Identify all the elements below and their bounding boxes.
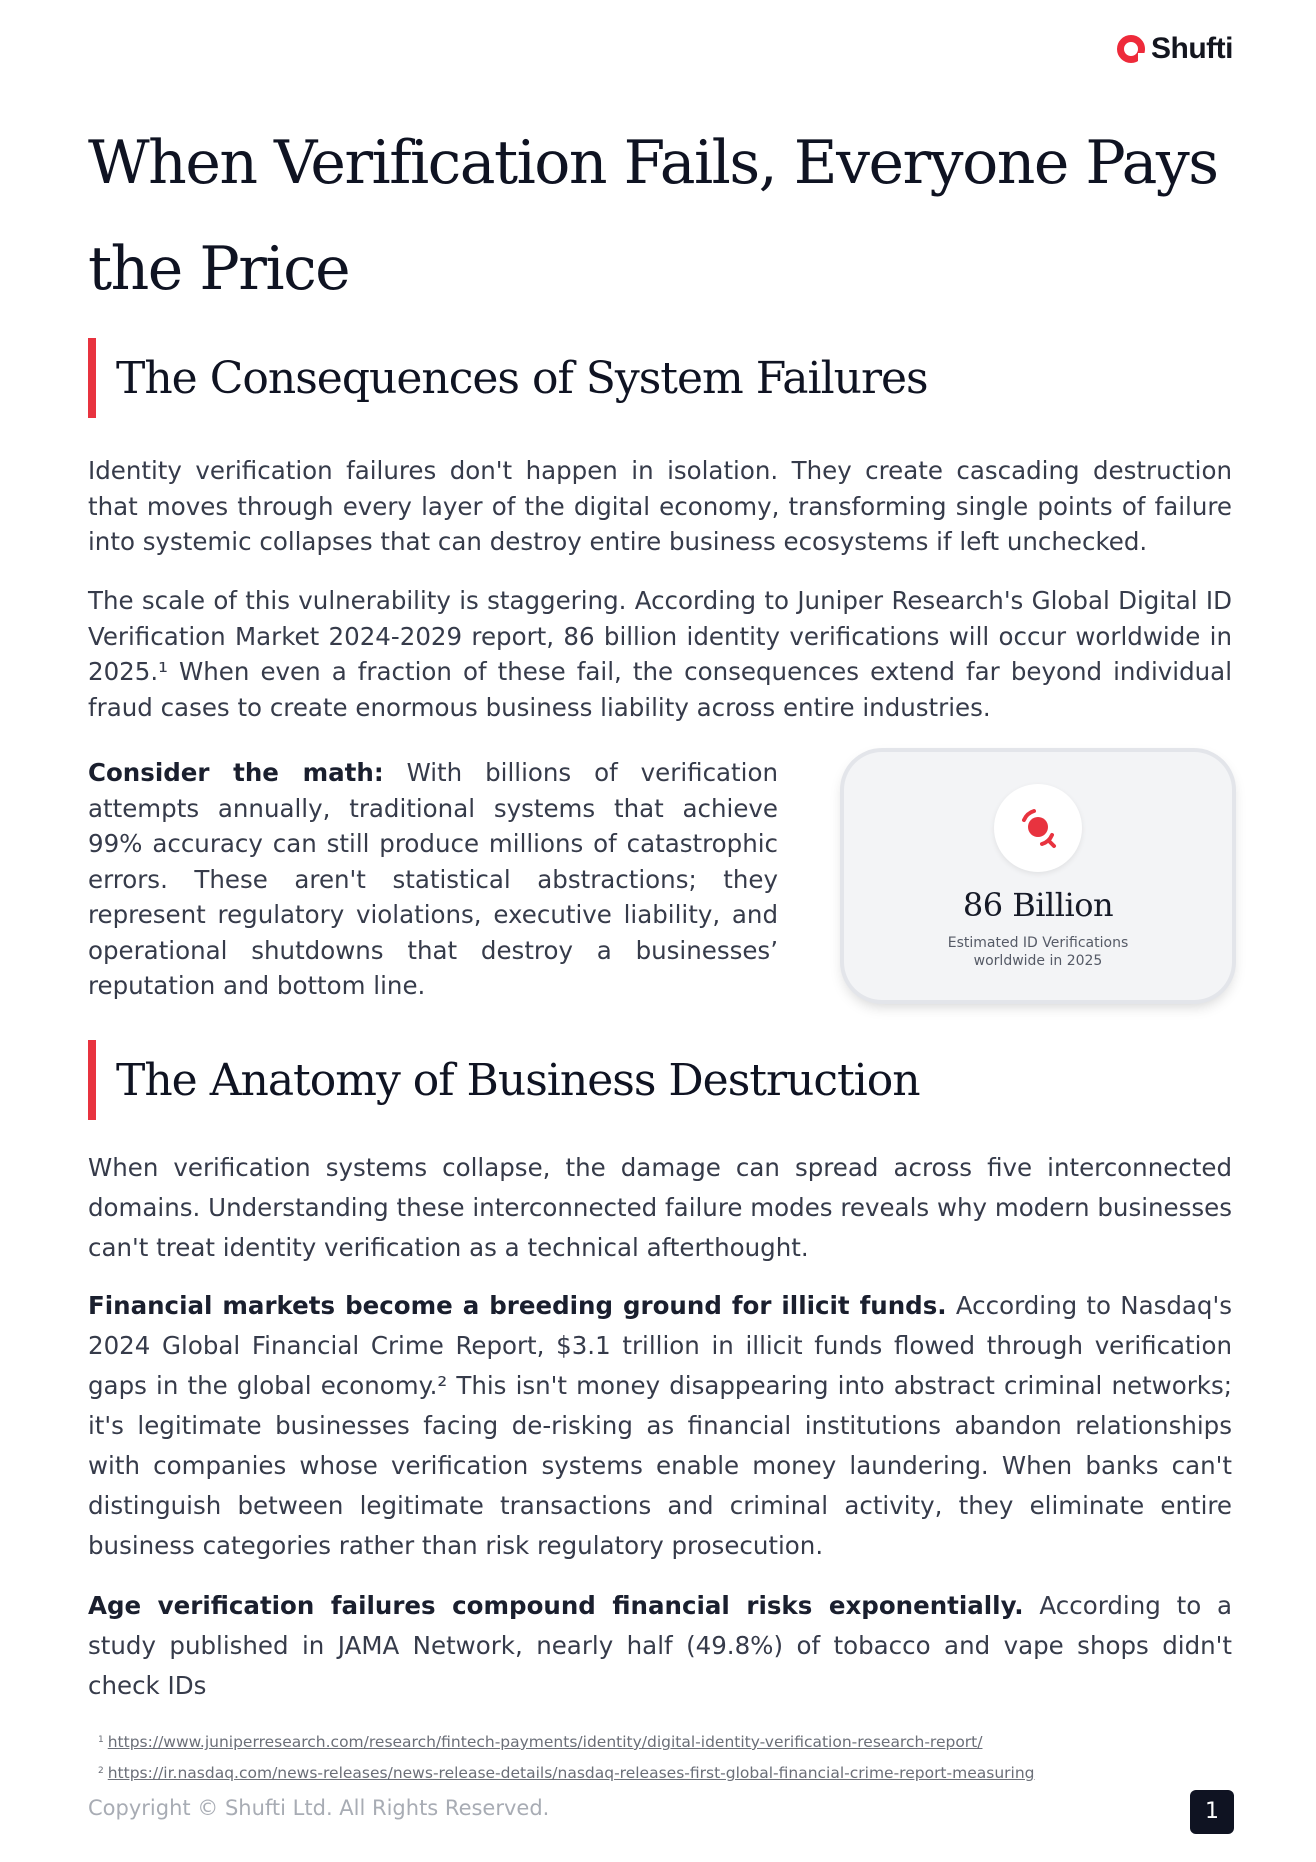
page-title: When Verification Fails, Everyone Pays the Price: [88, 128, 1218, 304]
paragraph-intro: Identity verification failures don't happen in isolation. They create cascading destruction that moves through every layer of the digital economy, transforming single points of failure into systemic collapses that can destroy entire business ecosystems if left unchecked.: [88, 456, 1232, 556]
paragraph-scale: The scale of this vulnerability is staggering. According to Juniper Research's Global Digital ID Verification Market 2024-2029 report, 86 billion identity verifications will occur worldwide in 2025.¹ When even a fraction of these fail, the consequences extend far beyond individual fraud cases to create enormous business liability across entire industries.: [88, 586, 1232, 722]
paragraph-math: [88, 755, 778, 1004]
brand-name: Shufti: [1151, 32, 1233, 65]
section-heading-consequences: The Consequences of System Failures: [88, 338, 1266, 418]
paragraph-age: [88, 1586, 1232, 1706]
face-scan-icon: [994, 784, 1082, 872]
footnote-link-nasdaq[interactable]: https://ir.nasdaq.com/news-releases/news-release-details/nasdaq-releases-first-global-financial-crime-report-measuring: [107, 1764, 1035, 1782]
paragraph-math-body: With billions of verification attempts annually, traditional systems that achieve 99% accuracy can still produce millions of catastrophic errors. These aren't statistical abstractions; they represent regulatory violations, executive liability, and operational shutdowns that destroy a businesses’ reputation and bottom line.: [88, 758, 778, 1000]
paragraph-financial: [88, 1286, 1232, 1566]
paragraph-financial-lead: Financial markets become a breeding ground for illicit funds.: [88, 1291, 947, 1320]
footnote-link-juniper[interactable]: https://www.juniperresearch.com/research/fintech-payments/identity/digital-identity-verification-research-report/: [107, 1733, 983, 1751]
paragraph-math-lead: Consider the math:: [88, 758, 384, 787]
stat-value: 86 Billion: [962, 886, 1114, 924]
copyright-text: Copyright © Shufti Ltd. All Rights Reserved.: [88, 1796, 550, 1820]
footnote-1: [98, 1726, 1198, 1757]
stat-card: [844, 752, 1232, 1000]
stat-caption: Estimated ID Verifications worldwide in 2025: [947, 935, 1129, 969]
footnotes: [98, 1726, 1198, 1788]
section-heading-anatomy: The Anatomy of Business Destruction: [88, 1040, 1266, 1120]
logo-ring-icon: [1117, 35, 1145, 63]
paragraph-age-lead: Age verification failures compound financial risks exponentially.: [88, 1591, 1024, 1620]
paragraph-domains: When verification systems collapse, the damage can spread across five interconnected domains. Understanding these interconnected failure modes reveals why modern businesses can't treat identity verification as a technical afterthought.: [88, 1153, 1232, 1262]
paragraph-financial-body: According to Nasdaq's 2024 Global Financial Crime Report, $3.1 trillion in illicit funds flowed through verification gaps in the global economy.² This isn't money disappearing into abstract criminal networks; it's legitimate businesses facing de-risking as financial institutions abandon relationships with companies whose verification systems enable money laundering. When banks can't distinguish between legitimate transactions and criminal activity, they eliminate entire business categories rather than risk regulatory prosecution.: [88, 1291, 1232, 1560]
page-number: 1: [1190, 1790, 1234, 1834]
brand-logo: [1117, 32, 1233, 66]
footnote-marker: 1: [98, 1735, 104, 1745]
footnote-2: [98, 1757, 1198, 1788]
footnote-marker: 2: [98, 1766, 104, 1776]
paragraph-age-body: According to a study published in JAMA Network, nearly half (49.8%) of tobacco and vape shops didn't check IDs: [88, 1591, 1233, 1700]
